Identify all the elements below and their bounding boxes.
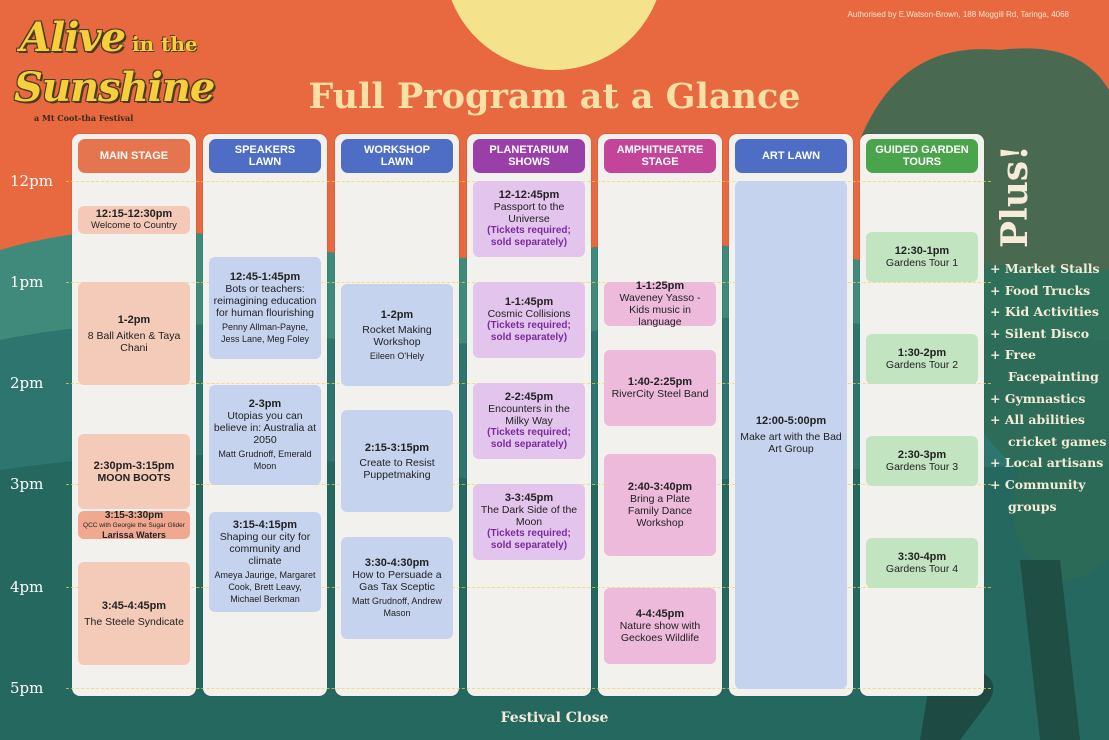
- time-label-4pm: 4pm: [10, 578, 44, 596]
- event-block: [473, 181, 585, 257]
- event-time: 3:45-4:45pm: [101, 599, 167, 612]
- event-time: 3:15-3:30pm: [104, 510, 164, 521]
- time-label-2pm: 2pm: [10, 374, 44, 392]
- event-block: [78, 206, 190, 234]
- event-block: [78, 282, 190, 385]
- column-header-guided-garden-tours: GUIDED GARDEN TOURS: [866, 139, 978, 173]
- time-label-1pm: 1pm: [10, 273, 44, 291]
- event-name: Gardens Tour 3: [885, 461, 959, 473]
- event-name: Shaping our city for community and climate: [219, 531, 311, 567]
- event-time: 4-4:45pm: [635, 608, 685, 620]
- event-name: RiverCity Steel Band: [611, 388, 709, 400]
- event-name: Gardens Tour 2: [885, 359, 959, 371]
- plus-item: + Food Trucks: [990, 282, 1091, 298]
- event-time: 1-2pm: [380, 308, 414, 321]
- event-block: [209, 257, 321, 359]
- column-header-art-lawn: ART LAWN: [735, 139, 847, 173]
- event-time: 1:30-2pm: [897, 347, 947, 359]
- event-block: [78, 434, 190, 509]
- logo-text-alive: Alive: [20, 14, 126, 61]
- event-block: [209, 512, 321, 612]
- event-time: 3:30-4pm: [897, 551, 947, 563]
- column-header-speakers-lawn: SPEAKERS LAWN: [209, 139, 321, 173]
- event-time: 12-12:45pm: [498, 189, 560, 201]
- event-people: Matt Grudnoff, Andrew Mason: [352, 596, 442, 618]
- plus-item: + Gymnastics: [990, 390, 1086, 406]
- event-block: [866, 538, 978, 588]
- event-time: 2:30-3pm: [897, 449, 947, 461]
- event-people: Ameya Jaurige, Margaret Cook, Brett Leavy, Michael Berkman: [214, 570, 316, 604]
- event-time: 2:30pm-3:15pm: [93, 459, 175, 472]
- event-block: [341, 537, 453, 639]
- event-ticket-note: (Tickets required; sold separately): [487, 528, 571, 551]
- event-name: Make art with the Bad Art Group: [740, 431, 842, 455]
- event-name: Create to Resist Puppetmaking: [359, 456, 435, 481]
- plus-item: + Kid Activities: [990, 304, 1099, 320]
- time-label-5pm: 5pm: [10, 679, 44, 697]
- event-block: [604, 350, 716, 426]
- event-time: 3-3:45pm: [504, 492, 554, 504]
- event-block: [604, 588, 716, 664]
- event-name: Encounters in the Milky Way: [488, 403, 570, 427]
- event-block: [78, 562, 190, 665]
- event-time: 12:15-12:30pm: [95, 208, 173, 220]
- event-time: 12:00-5:00pm: [755, 415, 827, 427]
- event-time: 2:40-3:40pm: [627, 481, 693, 493]
- event-time: 12:30-1pm: [894, 245, 950, 257]
- column-header-workshop-lawn: WORKSHOP LAWN: [341, 139, 453, 173]
- authorised-notice: Authorised by E.Watson-Brown, 188 Moggill Rd, Taringa, 4068: [847, 10, 1069, 19]
- event-block: [735, 181, 847, 689]
- event-block: [866, 334, 978, 384]
- event-block: [341, 410, 453, 512]
- event-name: MOON BOOTS: [97, 471, 171, 484]
- event-name: Nature show with Geckoes Wildlife: [619, 620, 701, 644]
- event-time: 2-2:45pm: [504, 391, 554, 403]
- plus-item: + Market Stalls: [990, 261, 1100, 276]
- festival-close-label: Festival Close: [500, 710, 609, 726]
- logo-text-in-the: in the: [132, 32, 198, 56]
- time-label-3pm: 3pm: [10, 475, 44, 493]
- column-guided-garden-tours: [860, 134, 984, 696]
- event-name: Utopias you can believe in: Australia at 2050: [213, 410, 317, 446]
- plus-heading: Plus!: [994, 145, 1036, 248]
- event-time: 2-3pm: [248, 398, 282, 410]
- event-block: [604, 454, 716, 556]
- event-block: [473, 383, 585, 459]
- column-header-amphitheatre-stage: AMPHITHEATRE STAGE: [604, 139, 716, 173]
- event-name: Welcome to Country: [91, 220, 177, 231]
- event-block: [473, 282, 585, 358]
- page-title: Full Program at a Glance: [308, 76, 801, 117]
- plus-item: + All abilities: [990, 412, 1085, 428]
- event-name: Bring a Plate Family Dance Workshop: [627, 493, 693, 529]
- event-time: 1-2pm: [117, 313, 151, 326]
- logo-subtitle: a Mt Coot-tha Festival: [34, 113, 134, 123]
- event-people: Penny Allman-Payne, Jess Lane, Meg Foley: [220, 322, 310, 344]
- plus-item: cricket games: [1008, 433, 1107, 449]
- event-name: Bots or teachers: reimagining education for human flourishing: [213, 283, 317, 319]
- event-name: Passport to the Universe: [493, 201, 565, 225]
- time-label-12pm: 12pm: [10, 172, 53, 190]
- plus-item: + Silent Disco: [990, 325, 1090, 341]
- event-time: 3:15-4:15pm: [232, 519, 298, 531]
- event-block: [604, 282, 716, 326]
- event-name: The Steele Syndicate: [84, 615, 184, 628]
- column-header-main-stage: MAIN STAGE: [78, 139, 190, 173]
- event-block: [209, 385, 321, 485]
- event-name: Rocket Making Workshop: [362, 323, 432, 348]
- plus-item: + Free: [990, 347, 1036, 363]
- event-name: Gardens Tour 4: [885, 563, 959, 575]
- event-block: [78, 511, 190, 539]
- event-time: 12:45-1:45pm: [229, 271, 301, 283]
- event-name: 8 Ball Aitken & Taya Chani: [87, 329, 181, 354]
- event-time: 2:15-3:15pm: [364, 441, 430, 454]
- event-time: 3:30-4:30pm: [364, 557, 430, 569]
- event-name: Larissa Waters: [102, 530, 166, 540]
- column-header-planetarium-shows: PLANETARIUM SHOWS: [473, 139, 585, 173]
- logo-text-sunshine: Sunshine: [14, 64, 215, 111]
- event-block: [341, 284, 453, 386]
- event-ticket-note: (Tickets required; sold separately): [487, 225, 571, 248]
- gridline-4pm: [66, 587, 991, 588]
- event-time: 1:40-2:25pm: [627, 376, 693, 388]
- plus-item: groups: [1008, 498, 1057, 514]
- event-ticket-note: (Tickets required; sold separately): [487, 320, 571, 343]
- event-name: Cosmic Collisions: [487, 308, 571, 320]
- plus-item: + Community: [990, 476, 1086, 492]
- plus-item: + Local artisans: [990, 455, 1104, 471]
- event-subtitle: QCC with Georgie the Sugar Glider: [83, 522, 185, 529]
- event-name: How to Persuade a Gas Tax Sceptic: [352, 569, 442, 593]
- plus-item: Facepainting: [1008, 368, 1099, 384]
- event-time: 1-1:45pm: [504, 296, 554, 308]
- event-time: 1-1:25pm: [635, 280, 685, 292]
- event-name: The Dark Side of the Moon: [480, 504, 578, 528]
- event-name: Gardens Tour 1: [885, 257, 959, 269]
- event-people: Matt Grudnoff, Emerald Moon: [218, 449, 312, 471]
- plus-list: [990, 258, 1106, 517]
- event-ticket-note: (Tickets required; sold separately): [487, 427, 571, 450]
- event-block: [866, 436, 978, 486]
- event-name: Waveney Yasso - Kids music in language: [619, 292, 701, 328]
- gridline-5pm: [66, 688, 991, 689]
- event-block: [866, 232, 978, 282]
- event-block: [473, 484, 585, 560]
- event-people: Eileen O'Hely: [369, 350, 425, 361]
